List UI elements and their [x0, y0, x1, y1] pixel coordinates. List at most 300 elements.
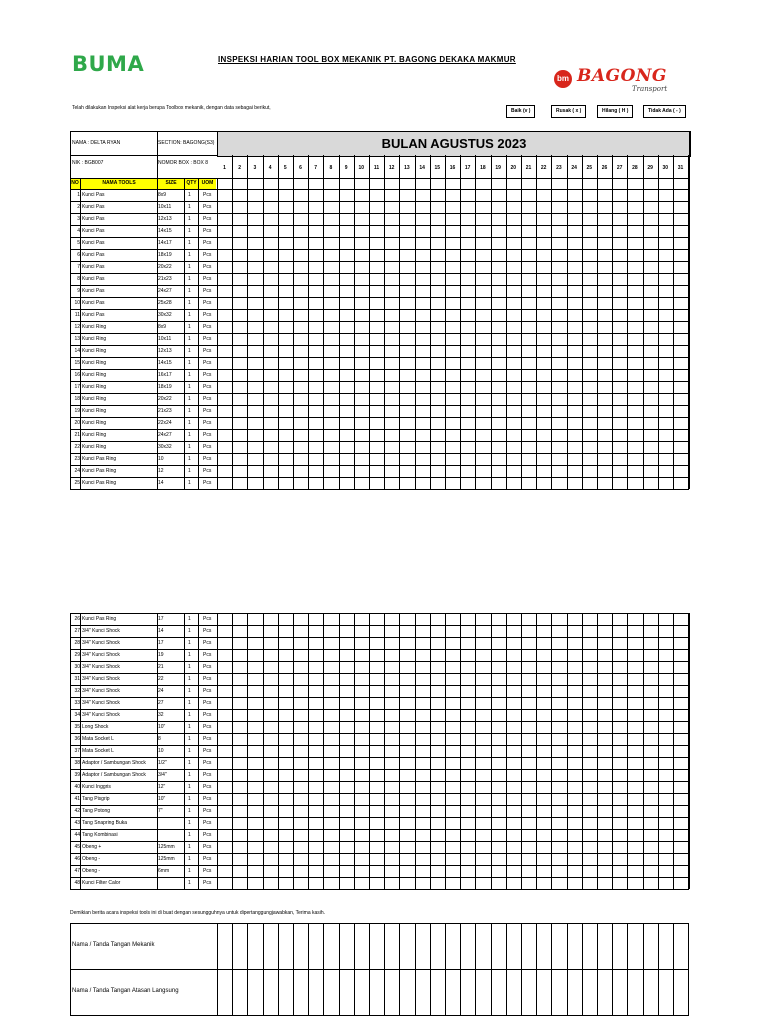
grid-line: [612, 613, 613, 889]
tool-uom: Pcs: [203, 856, 212, 862]
tool-qty: 1: [188, 796, 191, 802]
tool-name: Long Shock: [82, 724, 109, 730]
tool-uom: Pcs: [203, 348, 212, 354]
tool-qty: 1: [188, 832, 191, 838]
tool-size: 24: [158, 688, 164, 694]
tool-qty: 1: [188, 652, 191, 658]
tool-size: 10: [158, 748, 164, 754]
tool-no: 10: [74, 300, 80, 306]
tool-size: 21x23: [158, 408, 172, 414]
tool-size: 1/2": [158, 760, 167, 766]
tool-size: 8: [158, 736, 161, 742]
tool-name: 3/4" Kunci Shock: [82, 664, 120, 670]
grid-line: [430, 613, 431, 889]
grid-line: [460, 155, 461, 489]
grid-line: [643, 155, 644, 489]
grid-line: [198, 613, 199, 889]
day-header: 18: [480, 165, 486, 171]
tool-size: 6mm: [158, 868, 170, 874]
tool-no: 9: [77, 288, 80, 294]
tool-size: 12": [158, 784, 166, 790]
tool-qty: 1: [188, 396, 191, 402]
tool-uom: Pcs: [203, 240, 212, 246]
tool-size: 17: [158, 616, 164, 622]
grid-line: [263, 155, 264, 489]
tool-name: Kunci Pas: [82, 276, 105, 282]
tool-qty: 1: [188, 880, 191, 886]
grid-line: [308, 923, 309, 1015]
tool-name: Kunci Pas Ring: [82, 468, 117, 474]
grid-line: [445, 613, 446, 889]
grid-line: [673, 613, 674, 889]
tool-uom: Pcs: [203, 712, 212, 718]
tool-qty: 1: [188, 348, 191, 354]
grid-line: [308, 613, 309, 889]
legend-broken: Rusak ( x ): [551, 105, 586, 118]
tool-uom: Pcs: [203, 700, 212, 706]
tool-name: Kunci Ring: [82, 336, 107, 342]
tool-name: 3/4" Kunci Shock: [82, 700, 120, 706]
tool-size: 12x13: [158, 216, 172, 222]
day-header: 23: [556, 165, 562, 171]
tool-name: 3/4" Kunci Shock: [82, 640, 120, 646]
tool-qty: 1: [188, 628, 191, 634]
tool-no: 44: [74, 832, 80, 838]
day-header: 11: [373, 165, 380, 171]
grid-line: [430, 923, 431, 1015]
tool-qty: 1: [188, 820, 191, 826]
tool-size: 27: [158, 700, 164, 706]
grid-line: [521, 613, 522, 889]
grid-line: [293, 155, 294, 489]
day-header: 17: [464, 165, 471, 171]
grid-line: [597, 923, 598, 1015]
tool-size: 10": [158, 796, 166, 802]
day-header: 6: [299, 165, 302, 171]
tool-no: 1: [77, 192, 80, 198]
tool-uom: Pcs: [203, 880, 212, 886]
tool-qty: 1: [188, 772, 191, 778]
grid-line: [491, 613, 492, 889]
grid-line: [354, 613, 355, 889]
col-header-size: SIZE: [158, 178, 184, 189]
day-header: 31: [677, 165, 684, 171]
tool-uom: Pcs: [203, 628, 212, 634]
grid-line: [354, 155, 355, 489]
tool-no: 15: [74, 360, 80, 366]
tool-qty: 1: [188, 384, 191, 390]
grid-line: [217, 613, 218, 889]
tool-size: 3/4": [158, 772, 167, 778]
grid-line: [506, 155, 507, 489]
tool-uom: Pcs: [203, 216, 212, 222]
grid-line: [415, 155, 416, 489]
tool-size: 32: [158, 712, 164, 718]
grid-line: [536, 155, 537, 489]
grid-line: [567, 155, 568, 489]
grid-line: [551, 613, 552, 889]
grid-line: [232, 155, 233, 489]
tool-name: 3/4" Kunci Shock: [82, 676, 120, 682]
tool-no: 25: [74, 480, 80, 486]
day-header: 30: [662, 165, 669, 171]
tool-size: 17: [158, 640, 164, 646]
grid-line: [232, 613, 233, 889]
tool-uom: Pcs: [203, 688, 212, 694]
tool-size: 8x9: [158, 192, 167, 198]
tool-qty: 1: [188, 192, 191, 198]
signature-mechanic-label: Nama / Tanda Tangan Mekanik: [72, 942, 155, 948]
tool-qty: 1: [188, 868, 191, 874]
tool-qty: 1: [188, 336, 191, 342]
grid-line: [506, 613, 507, 889]
tool-qty: 1: [188, 288, 191, 294]
grid-line: [689, 131, 690, 489]
grid-line: [551, 155, 552, 489]
tool-name: Kunci Pas: [82, 252, 105, 258]
grid-line: [597, 155, 598, 489]
tool-name: Kunci Pas: [82, 228, 105, 234]
day-header: 27: [616, 165, 623, 171]
tool-uom: Pcs: [203, 736, 212, 742]
grid-line: [70, 923, 71, 1015]
tool-uom: Pcs: [203, 784, 212, 790]
signature-supervisor-label: Nama / Tanda Tangan Atasan Langsung: [72, 988, 179, 994]
tool-no: 30: [74, 664, 80, 670]
tool-no: 8: [77, 276, 80, 282]
grid-line: [643, 613, 644, 889]
day-header: 19: [495, 165, 501, 171]
tool-name: Obeng -: [82, 856, 101, 862]
tool-size: 20x22: [158, 264, 172, 270]
tool-name: 3/4" Kunci Shock: [82, 688, 120, 694]
legend-none: Tidak Ada ( - ): [643, 105, 686, 118]
tool-name: Tang Pisgrip: [82, 796, 110, 802]
tool-uom: Pcs: [203, 420, 212, 426]
bagong-logo-text: BAGONG: [577, 66, 667, 86]
grid-line: [506, 923, 507, 1015]
tool-no: 42: [74, 808, 80, 814]
tool-size: 14x15: [158, 360, 172, 366]
nik-field: NIK : BGB007: [72, 160, 104, 166]
grid-line: [658, 923, 659, 1015]
document-title: INSPEKSI HARIAN TOOL BOX MEKANIK PT. BAGONG DEKAKA MAKMUR: [218, 55, 516, 64]
tool-uom: Pcs: [203, 276, 212, 282]
tool-name: 3/4" Kunci Shock: [82, 712, 120, 718]
tool-size: [158, 829, 184, 841]
grid-line: [460, 923, 461, 1015]
tool-uom: Pcs: [203, 252, 212, 258]
day-header: 7: [314, 165, 318, 171]
tool-name: Kunci Pas: [82, 312, 105, 318]
tool-name: Kunci Ring: [82, 420, 107, 426]
grid-line: [247, 155, 248, 489]
grid-line: [369, 613, 370, 889]
tool-uom: Pcs: [203, 760, 212, 766]
tool-uom: Pcs: [203, 360, 212, 366]
grid-line: [627, 155, 628, 489]
tool-uom: Pcs: [203, 312, 212, 318]
grid-line: [673, 155, 674, 489]
tool-size: 10x11: [158, 336, 172, 342]
tool-size: 18x19: [158, 252, 172, 258]
tool-qty: 1: [188, 432, 191, 438]
tool-uom: Pcs: [203, 300, 212, 306]
tool-name: Kunci Ring: [82, 432, 107, 438]
tool-size: 24x27: [158, 288, 172, 294]
tool-size: 22: [158, 676, 164, 682]
grid-line: [460, 613, 461, 889]
day-header: 10: [358, 165, 365, 171]
tool-qty: 1: [188, 312, 191, 318]
tool-name: Kunci Pas: [82, 204, 105, 210]
tool-name: Kunci Pas: [82, 240, 105, 246]
day-header: 16: [449, 165, 456, 171]
grid-line: [673, 923, 674, 1015]
tool-size: 10: [158, 456, 164, 462]
grid-line: [184, 613, 185, 889]
grid-line: [536, 923, 537, 1015]
tool-no: 35: [74, 724, 80, 730]
tool-name: Kunci Ring: [82, 396, 107, 402]
tool-no: 11: [74, 312, 80, 318]
tool-size: 30x32: [158, 312, 172, 318]
col-header-uom: UOM: [199, 178, 216, 189]
grid-line: [384, 923, 385, 1015]
tool-name: Obeng +: [82, 844, 102, 850]
grid-line: [217, 178, 218, 489]
tool-uom: Pcs: [203, 444, 212, 450]
nomor-box-field: NOMOR BOX : BOX 8: [158, 160, 209, 166]
tool-uom: Pcs: [203, 820, 212, 826]
tool-name: Kunci Pas: [82, 288, 105, 294]
tool-no: 14: [74, 348, 80, 354]
grid-line: [567, 613, 568, 889]
day-header: 5: [283, 165, 287, 171]
tool-uom: Pcs: [203, 204, 212, 210]
tool-qty: 1: [188, 468, 191, 474]
tool-uom: Pcs: [203, 456, 212, 462]
grid-line: [475, 923, 476, 1015]
tool-no: 17: [74, 384, 80, 390]
tool-qty: 1: [188, 216, 191, 222]
tool-uom: Pcs: [203, 336, 212, 342]
day-header: 4: [268, 165, 272, 171]
grid-line: [551, 923, 552, 1015]
grid-line: [369, 155, 370, 489]
tool-no: 13: [74, 336, 80, 342]
grid-line: [399, 613, 400, 889]
day-header: 22: [540, 165, 547, 171]
grid-line: [491, 155, 492, 489]
tool-no: 33: [74, 700, 80, 706]
tool-no: 23: [74, 456, 80, 462]
tool-qty: 1: [188, 784, 191, 790]
tool-qty: 1: [188, 676, 191, 682]
tool-uom: Pcs: [203, 832, 212, 838]
tool-no: 19: [74, 408, 80, 414]
tool-size: 18x19: [158, 384, 172, 390]
tool-qty: 1: [188, 664, 191, 670]
grid-line: [339, 613, 340, 889]
grid-line: [308, 155, 309, 489]
grid-line: [70, 1015, 689, 1016]
grid-line: [597, 613, 598, 889]
day-header: 25: [586, 165, 593, 171]
tool-qty: 1: [188, 300, 191, 306]
tool-uom: Pcs: [203, 372, 212, 378]
tool-name: 3/4" Kunci Shock: [82, 652, 120, 658]
day-header: 8: [329, 165, 333, 171]
grid-line: [247, 613, 248, 889]
tool-qty: 1: [188, 252, 191, 258]
tool-size: 7": [158, 808, 163, 814]
tool-name: Adaptor / Sambungan Shock: [82, 772, 146, 778]
tool-size: 8x9: [158, 324, 167, 330]
day-header: 1: [223, 165, 226, 171]
grid-line: [627, 613, 628, 889]
grid-line: [475, 155, 476, 489]
grid-line: [582, 155, 583, 489]
tool-name: Mata Socket L: [82, 748, 114, 754]
grid-line: [445, 155, 446, 489]
tool-no: 20: [74, 420, 80, 426]
tool-qty: 1: [188, 240, 191, 246]
day-header: 26: [601, 165, 608, 171]
grid-line: [339, 923, 340, 1015]
tool-uom: Pcs: [203, 676, 212, 682]
tool-no: 31: [74, 676, 80, 682]
tool-size: 19: [158, 652, 164, 658]
grid-line: [323, 923, 324, 1015]
grid-line: [278, 613, 279, 889]
legend-good: Baik (v ): [506, 105, 535, 118]
tool-size: 20x22: [158, 396, 172, 402]
tool-no: 37: [74, 748, 80, 754]
tool-qty: 1: [188, 372, 191, 378]
tool-size: [158, 877, 184, 889]
tool-size: 22x24: [158, 420, 172, 426]
tool-size: 125mm: [158, 856, 175, 862]
grid-line: [430, 155, 431, 489]
tool-qty: 1: [188, 204, 191, 210]
tool-no: 4: [77, 228, 80, 234]
tool-name: Kunci Ring: [82, 384, 107, 390]
grid-line: [658, 613, 659, 889]
day-header: 12: [388, 165, 395, 171]
tool-no: 21: [74, 432, 80, 438]
tool-uom: Pcs: [203, 724, 212, 730]
tool-no: 22: [74, 444, 80, 450]
grid-line: [521, 923, 522, 1015]
tool-no: 26: [74, 616, 80, 622]
tool-name: Kunci Ring: [82, 372, 107, 378]
tool-uom: Pcs: [203, 616, 212, 622]
tool-qty: 1: [188, 276, 191, 282]
tool-uom: Pcs: [203, 772, 212, 778]
grid-line: [399, 155, 400, 489]
tool-no: 47: [74, 868, 80, 874]
tool-size: 30x32: [158, 444, 172, 450]
day-header: 20: [510, 165, 517, 171]
tool-qty: 1: [188, 844, 191, 850]
tool-uom: Pcs: [203, 228, 212, 234]
tool-uom: Pcs: [203, 844, 212, 850]
grid-line: [384, 613, 385, 889]
grid-line: [415, 923, 416, 1015]
tool-qty: 1: [188, 748, 191, 754]
grid-line: [627, 923, 628, 1015]
intro-text: Telah dilakukan Inspeksi alat kerja berupa Toolbox mekanik, dengan data sebagai berikut,: [72, 105, 271, 111]
tool-qty: 1: [188, 808, 191, 814]
nama-field: NAMA : DELTA RYAN: [72, 140, 121, 146]
tool-no: 5: [77, 240, 80, 246]
tool-uom: Pcs: [203, 264, 212, 270]
grid-line: [217, 923, 218, 1015]
grid-line: [263, 613, 264, 889]
tool-name: Mata Socket L: [82, 736, 114, 742]
tool-qty: 1: [188, 480, 191, 486]
tool-name: Kunci Ring: [82, 408, 107, 414]
tool-no: 46: [74, 856, 80, 862]
tool-name: Kunci Pas Ring: [82, 480, 117, 486]
tool-qty: 1: [188, 640, 191, 646]
tool-uom: Pcs: [203, 408, 212, 414]
tool-no: 48: [74, 880, 80, 886]
grid-line: [198, 178, 199, 489]
grid-line: [612, 923, 613, 1015]
day-header: 28: [632, 165, 638, 171]
tool-no: 40: [74, 784, 80, 790]
grid-line: [536, 613, 537, 889]
tool-qty: 1: [188, 324, 191, 330]
grid-line: [384, 155, 385, 489]
grid-line: [263, 923, 264, 1015]
month-title: BULAN AGUSTUS 2023: [217, 131, 691, 157]
tool-name: Tang Potong: [82, 808, 111, 814]
tool-size: 21: [158, 664, 164, 670]
tool-no: 29: [74, 652, 80, 658]
grid-line: [278, 155, 279, 489]
tool-no: 3: [77, 216, 80, 222]
grid-line: [567, 923, 568, 1015]
col-header-qty: QTY: [185, 178, 198, 189]
tool-no: 18: [74, 396, 80, 402]
grid-line: [293, 923, 294, 1015]
col-header-name: NAMA TOOLS: [81, 178, 157, 189]
grid-line: [247, 923, 248, 1015]
tool-size: 12: [158, 468, 164, 474]
tool-no: 7: [77, 264, 80, 270]
tool-name: Kunci Pas: [82, 300, 105, 306]
closing-text: Demikian berita acara inspeksi tools ini di buat dengan sesungguhnya untuk dipertanggungjawabkan, Terima kasih.: [70, 910, 326, 916]
tool-uom: Pcs: [203, 480, 212, 486]
tool-qty: 1: [188, 456, 191, 462]
grid-line: [70, 489, 689, 490]
tool-no: 32: [74, 688, 80, 694]
grid-line: [582, 923, 583, 1015]
tool-name: Kunci Pas: [82, 192, 105, 198]
tool-no: 43: [74, 820, 80, 826]
tool-uom: Pcs: [203, 868, 212, 874]
tool-uom: Pcs: [203, 288, 212, 294]
tool-size: 14: [158, 628, 164, 634]
tool-uom: Pcs: [203, 324, 212, 330]
tool-qty: 1: [188, 700, 191, 706]
tool-no: 45: [74, 844, 80, 850]
tool-no: 28: [74, 640, 80, 646]
tool-name: Kunci Pas: [82, 216, 105, 222]
